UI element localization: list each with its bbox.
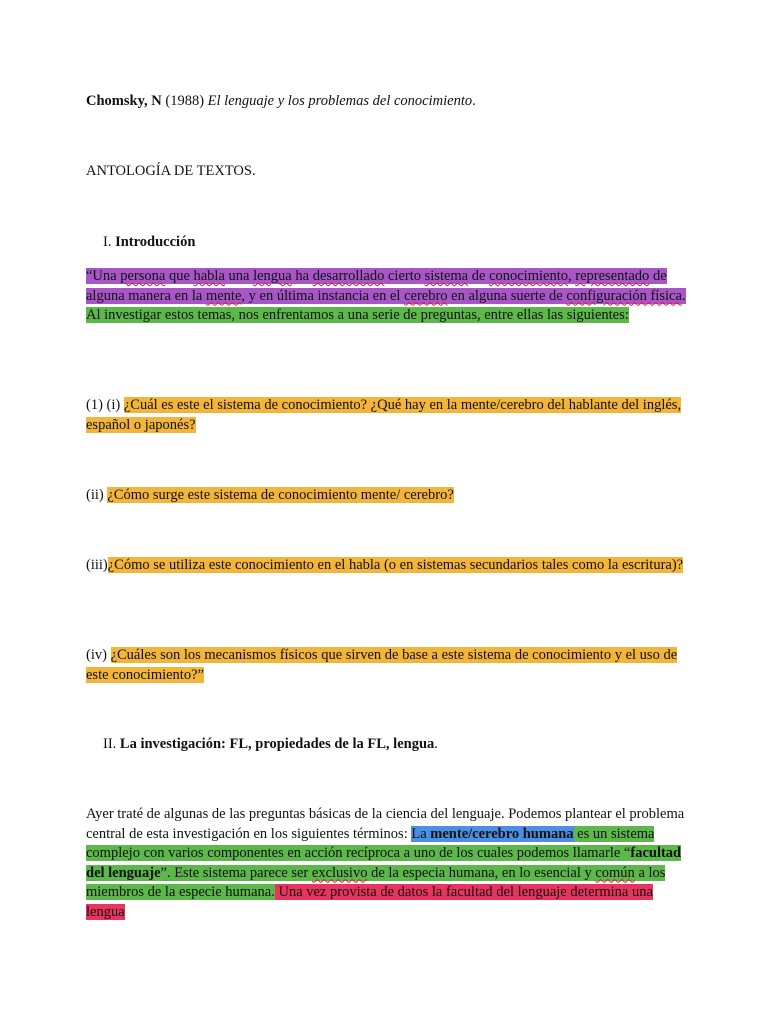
quote-text: cierto [384, 268, 425, 284]
citation-author: Chomsky, N [86, 93, 162, 109]
paragraph-text: ”. Este sistema parece ser [160, 864, 312, 881]
spellcheck-word: conocimiento [489, 268, 568, 284]
question-1 [86, 396, 686, 435]
quote-text: , y en última instancia en el [241, 287, 405, 304]
question-3-prefix: (iii) [86, 557, 108, 573]
quote-text: en alguna suerte de [447, 287, 567, 304]
question-4-prefix: (iv) [86, 647, 111, 663]
question-4 [86, 646, 686, 685]
paragraph-highlight-blue [411, 826, 573, 842]
quote-text: , [567, 268, 576, 284]
question-1-text: ¿Cuál es este el sistema de conocimiento? ¿Qué hay en la mente/cerebro del hablante del inglés, español o japonés? [86, 397, 682, 433]
section2-end: . [434, 736, 438, 752]
spellcheck-word: habla [193, 268, 225, 284]
citation [86, 92, 686, 112]
citation-year: (1988) [161, 93, 208, 109]
quote-highlight-purple [86, 268, 686, 304]
spellcheck-word: persona [120, 268, 166, 284]
quote-text: una [224, 268, 254, 284]
spellcheck-word: configuración física [566, 287, 682, 304]
spellcheck-word: exclusivo [311, 864, 368, 881]
body-paragraph [86, 805, 686, 922]
citation-title: El lenguaje y los problemas del conocimiento [207, 93, 473, 109]
paragraph-text: es un sistema complejo con varios componentes en acción recíproca a uno de los cuales podemos llamarle “ [86, 825, 655, 861]
quote-highlight-green: Al investigar estos temas, nos enfrentamos a una serie de preguntas, entre ellas las siguientes: [86, 307, 629, 323]
paragraph-text: de la especia humana, en lo esencial y [367, 864, 596, 881]
spellcheck-word: común [595, 864, 635, 881]
anthology-end: . [251, 163, 256, 179]
paragraph-text: Ayer traté de algunas de las preguntas básicas de la ciencia del lenguaje. Podemos plantear el problema central de esta investigación en los siguientes términos: [86, 806, 685, 842]
section2-title: La investigación: FL, propiedades de la FL, lengua [119, 736, 435, 752]
section1-number: I. [103, 234, 116, 250]
spellcheck-word: sistema [424, 268, 469, 284]
section1-title: Introducción [115, 234, 196, 250]
anthology-heading [86, 162, 686, 182]
quote-text: “Una [86, 268, 121, 284]
paragraph-bold: facultad del lenguaje [86, 845, 682, 881]
quote-text: que [165, 268, 194, 284]
question-1-prefix: (1) (i) [86, 397, 124, 413]
question-3 [86, 556, 686, 576]
paragraph-text: La [411, 825, 431, 842]
section-heading-investigacion [103, 735, 703, 755]
quote-text: de [468, 268, 490, 284]
paragraph-text: a los miembros de la especie humana. [86, 864, 666, 900]
spellcheck-word: lengua [253, 268, 292, 284]
question-2-prefix: (ii) [86, 487, 108, 503]
quote-text: . [681, 287, 686, 304]
question-4-text: ¿Cuáles son los mecanismos físicos que sirven de base a este sistema de conocimiento y el uso de este conocimiento?” [86, 647, 678, 683]
spellcheck-word: representado [575, 268, 650, 284]
quote-text: de alguna manera en la [86, 268, 667, 304]
spellcheck-word: desarrollado [312, 268, 385, 284]
quote-text: ha [291, 268, 313, 284]
question-2-text: ¿Cómo surge este sistema de conocimiento mente/ cerebro? [107, 487, 454, 503]
spellcheck-word: cerebro [404, 287, 448, 304]
paragraph-bold: mente/cerebro humana [430, 825, 574, 842]
question-3-text: ¿Cómo se utiliza este conocimiento en el habla (o en sistemas secundarios tales como la escritura)? [107, 557, 684, 573]
section2-number: II. [103, 736, 120, 752]
anthology-label: ANTOLOGÍA DE TEXTOS [86, 163, 252, 179]
section-heading-introduccion [103, 233, 703, 253]
paragraph-highlight-red: Una vez provista de datos la facultad del lenguaje determina una lengua [86, 884, 653, 920]
spellcheck-word: mente [205, 287, 242, 304]
citation-end: . [472, 93, 476, 109]
quote-paragraph [86, 267, 686, 326]
question-2 [86, 486, 686, 506]
